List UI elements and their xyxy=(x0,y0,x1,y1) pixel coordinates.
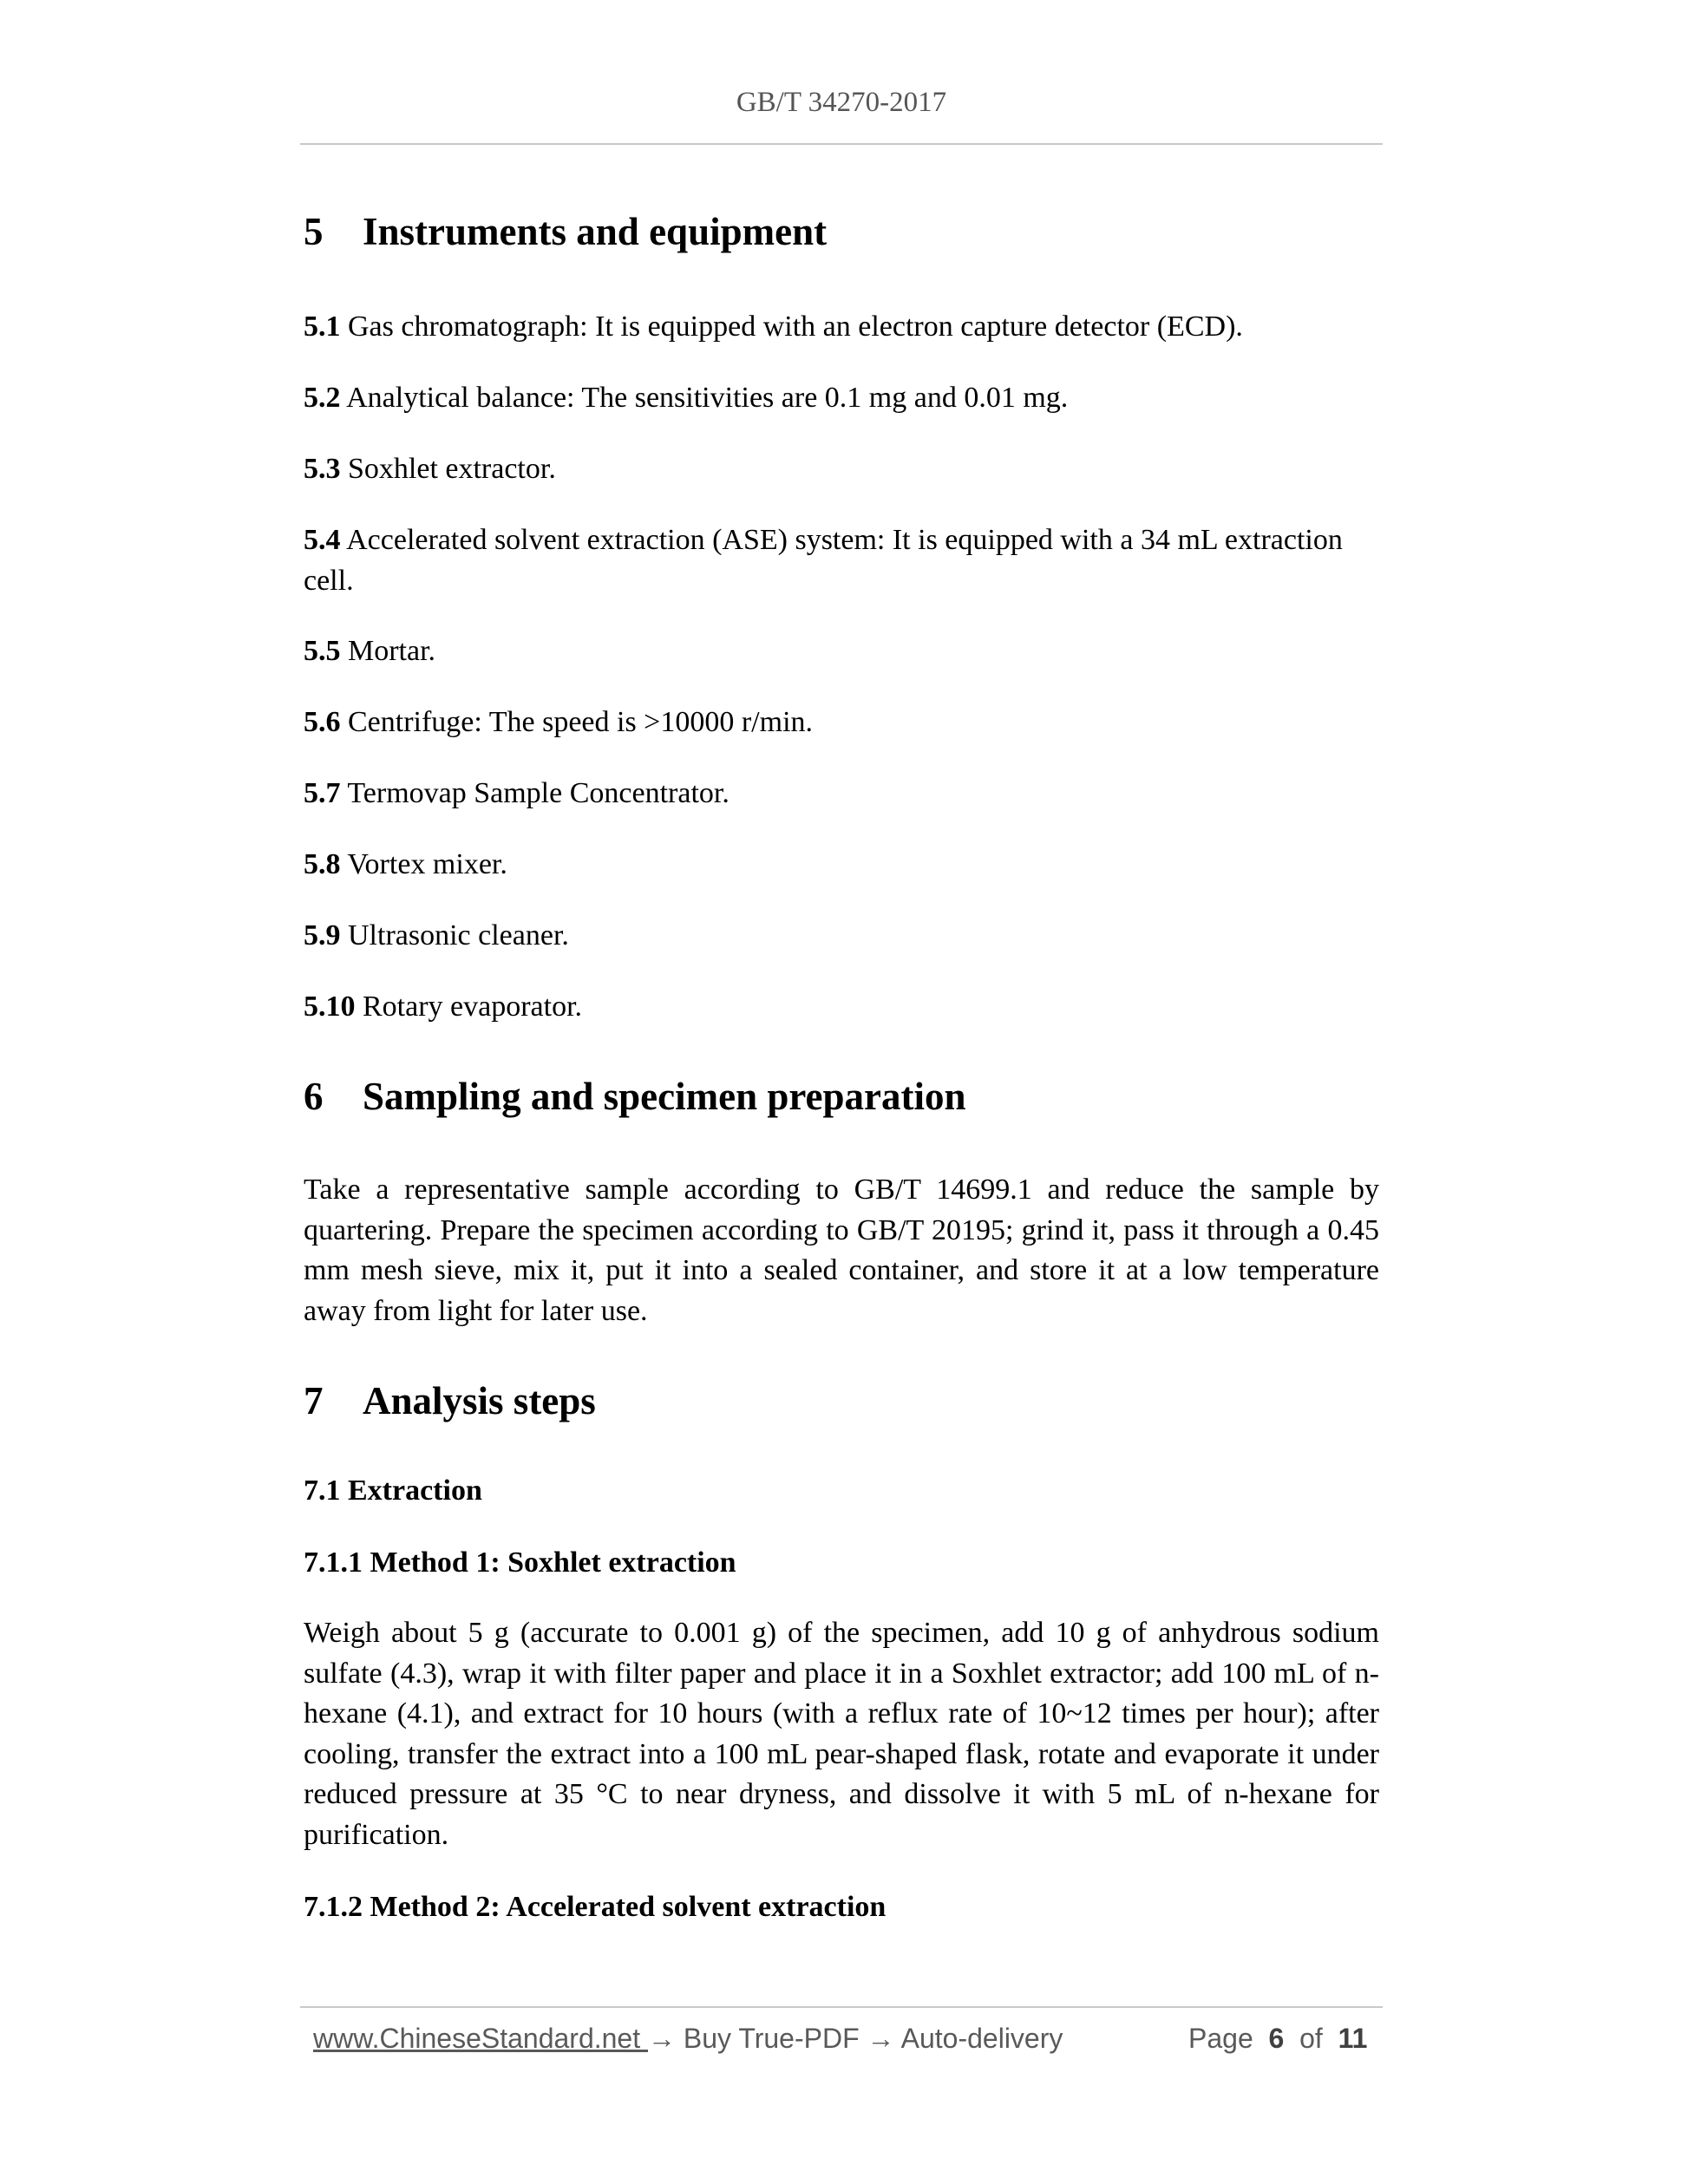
item-number: 5.3 xyxy=(304,453,341,485)
item-text: Mortar. xyxy=(348,635,436,667)
item-number: 5.6 xyxy=(304,706,341,738)
footer-promo-text: → Buy True-PDF → Auto-delivery xyxy=(648,2023,1063,2054)
item-text: Rotary evaporator. xyxy=(363,991,583,1023)
footer-page-indicator xyxy=(1188,2023,1367,2055)
section-6-paragraph: Take a representative sample according to GB/T 14699.1 and reduce the sample by quartering. Prepare the specimen according to GB/T 20195; grind it, pass it through a 0.45 mm mesh sieve, mix it, put it into a sealed container, and store it at a low temperature away from light for later use. xyxy=(304,1174,1379,1327)
footer-promo xyxy=(313,2023,1063,2055)
list-item xyxy=(304,915,1379,956)
section-5-number: 5 xyxy=(304,210,324,253)
header-divider xyxy=(300,143,1383,145)
item-text: Accelerated solvent extraction (ASE) system: It is equipped with a 34 mL extraction cell. xyxy=(304,524,1343,597)
item-number: 5.2 xyxy=(304,382,341,414)
section-6-title: Sampling and specimen preparation xyxy=(363,1075,966,1118)
item-text: Analytical balance: The sensitivities are 0.1 mg and 0.01 mg. xyxy=(346,382,1069,414)
subsection-7-1-1-heading: 7.1.1 Method 1: Soxhlet extraction xyxy=(304,1546,736,1579)
item-text: Centrifuge: The speed is >10000 r/min. xyxy=(348,706,814,738)
section-7-heading xyxy=(304,1378,596,1423)
page-total: 11 xyxy=(1338,2023,1368,2054)
item-number: 5.10 xyxy=(304,991,356,1023)
list-item xyxy=(304,844,1379,885)
page-label: Page xyxy=(1188,2023,1253,2054)
list-item xyxy=(304,377,1379,418)
document-header: GB/T 34270-2017 xyxy=(736,87,947,118)
list-item xyxy=(304,986,1379,1027)
item-text: Vortex mixer. xyxy=(347,848,507,880)
list-item xyxy=(304,702,1379,742)
section-7-number: 7 xyxy=(304,1379,324,1422)
section-6-heading xyxy=(304,1074,966,1119)
item-number: 5.7 xyxy=(304,777,341,809)
section-6-number: 6 xyxy=(304,1075,324,1118)
item-text: Ultrasonic cleaner. xyxy=(348,919,569,951)
item-number: 5.1 xyxy=(304,311,341,343)
item-number: 5.9 xyxy=(304,919,341,951)
list-item xyxy=(304,520,1379,601)
item-number: 5.8 xyxy=(304,848,341,880)
section-7-title: Analysis steps xyxy=(363,1379,596,1422)
of-label: of xyxy=(1299,2023,1323,2054)
page-number: 6 xyxy=(1268,2023,1285,2054)
section-5-heading xyxy=(304,209,827,254)
footer-divider xyxy=(300,2006,1383,2008)
section-5-title: Instruments and equipment xyxy=(363,210,828,253)
subsection-7-1-2-heading: 7.1.2 Method 2: Accelerated solvent extraction xyxy=(304,1891,887,1923)
item-number: 5.5 xyxy=(304,635,341,667)
list-item xyxy=(304,773,1379,814)
section-7-1-1-paragraph: Weigh about 5 g (accurate to 0.001 g) of the specimen, add 10 g of anhydrous sodium sulfate (4.3), wrap it with filter paper and place it in a Soxhlet extractor; add 100 mL of n-hexane (4.1), and extract for 10 hours (with a reflux rate of 10~12 times per hour); after cooling, transfer the extract into a 100 mL pear-shaped flask, rotate and evaporate it under reduced pressure at 35 °C to near dryness, and dissolve it with 5 mL of n-hexane for purification. xyxy=(304,1617,1379,1851)
subsection-7-1-heading: 7.1 Extraction xyxy=(304,1475,482,1507)
list-item xyxy=(304,631,1379,671)
item-number: 5.4 xyxy=(304,524,341,556)
list-item xyxy=(304,306,1379,347)
item-text: Soxhlet extractor. xyxy=(348,453,556,485)
footer-website-link[interactable]: www.ChineseStandard.net xyxy=(313,2023,648,2054)
item-text: Gas chromatograph: It is equipped with an electron capture detector (ECD). xyxy=(348,311,1243,343)
list-item xyxy=(304,448,1379,489)
item-text: Termovap Sample Concentrator. xyxy=(347,777,730,809)
